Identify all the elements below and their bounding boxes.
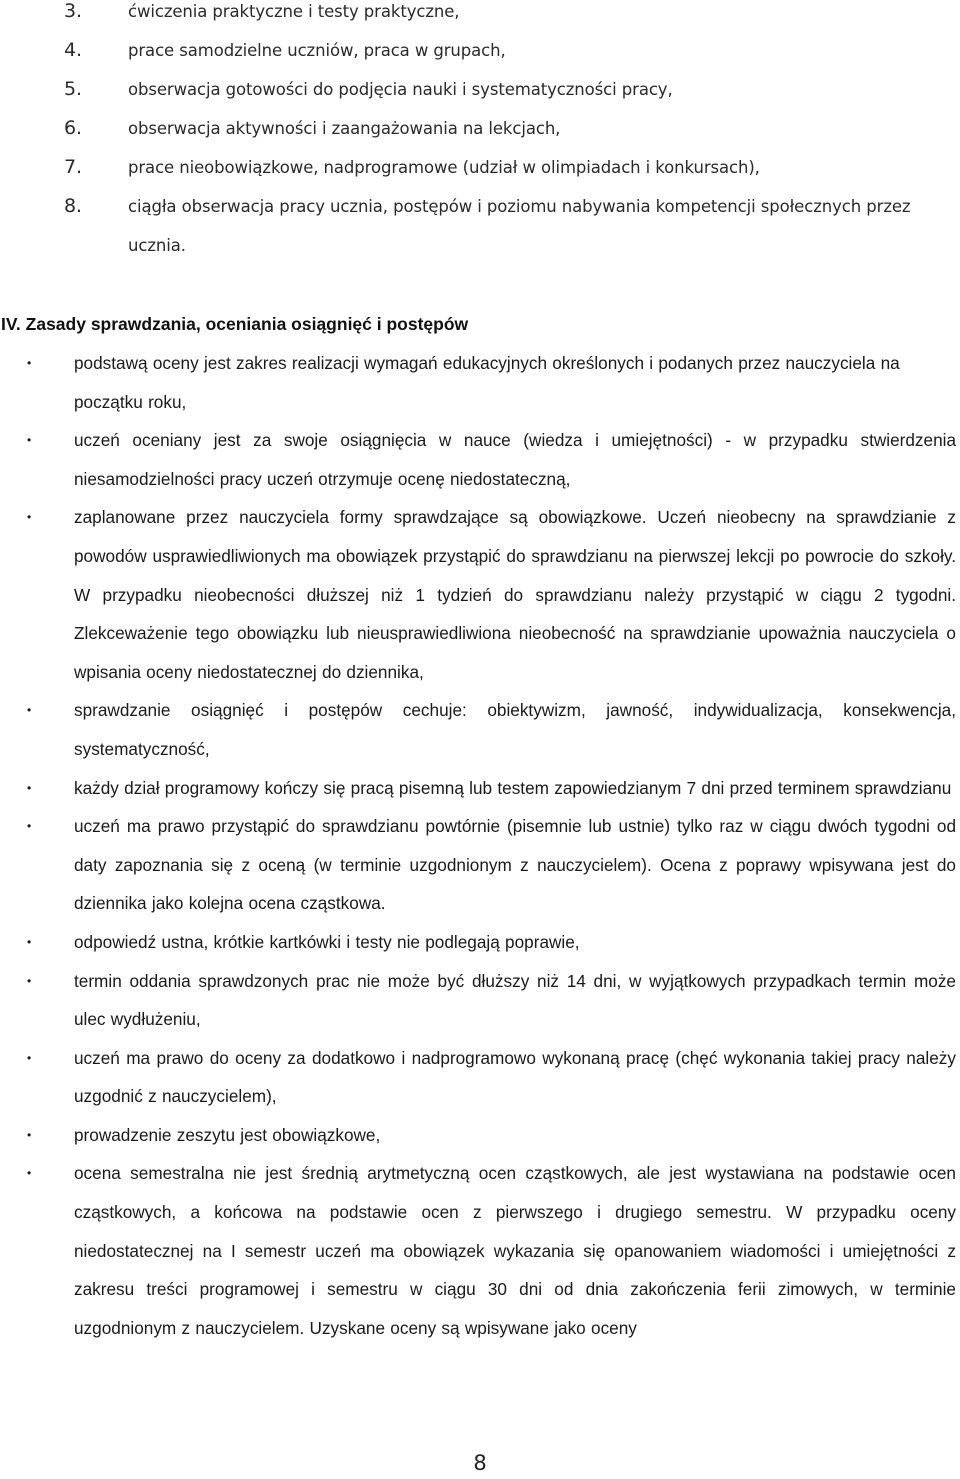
- bullet-item: [0, 1154, 960, 1347]
- bullet-text: podstawą oceny jest zakres realizacji wymagań edukacyjnych określonych i podanych przez nauczyciela na początku roku,: [74, 353, 900, 412]
- list-number: 5.: [64, 78, 82, 100]
- list-item-text: ćwiczenia praktyczne i testy praktyczne,: [128, 2, 460, 21]
- list-number: 7.: [64, 156, 82, 178]
- bullet-text: uczeń ma prawo do oceny za dodatkowo i nadprogramowo wykonaną pracę (chęć wykonania takiej pracy należy uzgodnić z nauczycielem),: [74, 1047, 956, 1107]
- list-item: [0, 187, 960, 265]
- bullet-item: [0, 691, 960, 768]
- bullet-item: [0, 962, 960, 1039]
- list-item: [0, 31, 960, 70]
- list-number: 4.: [64, 39, 82, 61]
- bullet-item: [0, 807, 960, 923]
- bullet-dot: •: [27, 356, 32, 370]
- bullet-text: odpowiedź ustna, krótkie kartkówki i testy nie podlegają poprawie,: [74, 931, 580, 952]
- bullet-dot: •: [27, 819, 32, 834]
- list-number: 8.: [64, 195, 82, 217]
- bullet-text: zaplanowane przez nauczyciela formy sprawdzające są obowiązkowe. Uczeń nieobecny na sprawdzianie z powodów usprawiedliwionych ma obowiązek przystąpić do sprawdzianu na pierwszej lekcji po powrocie do szkoły. W przypadku nieobecności dłuższej niż 1 tydzień do sprawdzianu należy przystąpić w ciągu 2 tygodni. Zlekceważenie tego obowiązku lub nieusprawiedliwiona nieobecność na sprawdzianie upoważnia nauczyciela o wpisania oceny niedostatecznej do dziennika,: [74, 507, 956, 682]
- bullet-text: ocena semestralna nie jest średnią arytmetyczną ocen cząstkowych, ale jest wystawiana na podstawie ocen cząstkowych, a końcowa na podstawie ocen z pierwszego i drugiego semestru. W przypadku oceny niedostatecznej na I semestr uczeń ma obowiązek wykazania się opanowaniem wiadomości i umiejętności z zakresu treści programowej i semestru w ciągu 30 dni od dnia zakończenia ferii zimowych, w terminie uzgodnionym z nauczycielem. Uzyskane oceny są wpisywane jako oceny: [74, 1163, 956, 1338]
- bullet-dot: •: [27, 703, 32, 718]
- bullet-dot: •: [27, 433, 32, 448]
- bullet-text: każdy dział programowy kończy się pracą pisemną lub testem zapowiedzianym 7 dni przed terminem sprawdzianu: [74, 777, 952, 798]
- list-item: [0, 148, 960, 187]
- bullet-item: [0, 1039, 960, 1116]
- list-number: 6.: [64, 117, 82, 139]
- list-number: 3.: [64, 0, 82, 22]
- bullet-dot: •: [27, 780, 32, 795]
- bullet-text: prowadzenie zeszytu jest obowiązkowe,: [74, 1124, 381, 1145]
- bullet-text: sprawdzanie osiągnięć i postępów cechuje: obiektywizm, jawność, indywidualizacja, konsekwencja, systematyczność,: [74, 700, 956, 759]
- list-item-text: obserwacja gotowości do podjęcia nauki i systematyczności pracy,: [128, 80, 673, 99]
- bullet-dot: •: [27, 1166, 32, 1181]
- bullet-list: [0, 344, 960, 1347]
- bullet-item: [0, 344, 960, 421]
- bullet-item: [0, 498, 960, 691]
- bullet-dot: •: [27, 1050, 32, 1065]
- numbered-list: [0, 0, 960, 265]
- bullet-item: [0, 923, 960, 962]
- list-item-text: obserwacja aktywności i zaangażowania na lekcjach,: [128, 119, 561, 138]
- list-item: [0, 109, 960, 148]
- bullet-text: termin oddania sprawdzonych prac nie może być dłuższy niż 14 dni, w wyjątkowych przypadkach termin może ulec wydłużeniu,: [74, 970, 956, 1030]
- list-item-text: prace nieobowiązkowe, nadprogramowe (udział w olimpiadach i konkursach),: [128, 158, 760, 177]
- bullet-item: [0, 769, 960, 808]
- bullet-dot: •: [27, 1127, 32, 1142]
- section-heading: IV. Zasady sprawdzania, oceniania osiągnięć i postępów: [1, 314, 469, 334]
- list-item: [0, 0, 960, 31]
- list-item-text: prace samodzielne uczniów, praca w grupach,: [128, 41, 506, 60]
- bullet-text: uczeń ma prawo przystąpić do sprawdzianu powtórnie (pisemnie lub ustnie) tylko raz w ciągu dwóch tygodni od daty zapoznania się z oceną (w terminie uzgodnionym z nauczycielem). Ocena z poprawy wpisywana jest do dziennika jako kolejna ocena cząstkowa.: [74, 816, 956, 914]
- bullet-text: uczeń oceniany jest za swoje osiągnięcia w nauce (wiedza i umiejętności) - w przypadku stwierdzenia niesamodzielności pracy uczeń otrzymuje ocenę niedostateczną,: [74, 430, 956, 489]
- bullet-dot: •: [27, 973, 32, 988]
- bullet-dot: •: [27, 934, 32, 949]
- bullet-item: [0, 421, 960, 498]
- list-item: [0, 70, 960, 109]
- list-item-text: ciągła obserwacja pracy ucznia, postępów i poziomu nabywania kompetencji społecznych przez ucznia.: [128, 197, 911, 255]
- page-number: 8: [473, 1451, 487, 1475]
- bullet-item: [0, 1116, 960, 1155]
- bullet-dot: •: [27, 510, 32, 525]
